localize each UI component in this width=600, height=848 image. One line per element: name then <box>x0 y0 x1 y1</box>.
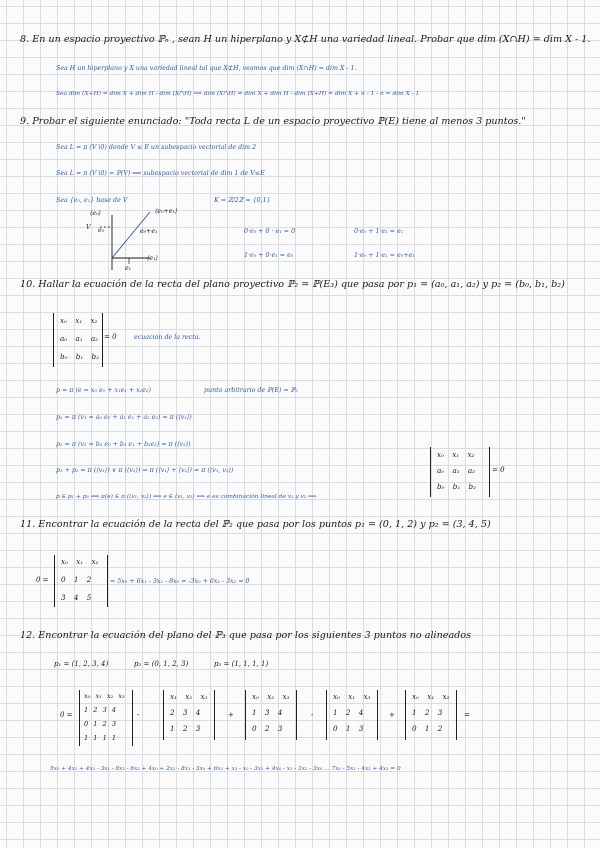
p10-line-2: p₁ = π (v₁ = a₀ e₀ + a₁ e₁ + a₂ e₂) = π (⟨v₁⟩) <box>56 414 192 421</box>
p10-line-5: p ∈ p₁ + p₂ ⟺ π(e) ∈ π (⟨v₁, v₂⟩) ⟺ e ∈ ⟨v₁, v₂⟩ ⟺ e es combinación lineal de v₁ y v₂ ⟺ <box>56 494 317 500</box>
matrix-row: 0 1 2 <box>61 575 92 584</box>
problem-10-title: 10. Hallar la ecuación de la recta del plano proyectivo ℙ₂ = ℙ(E₃) que pasa por p₁ = (a₀, a₁, a₂) y p₂ = (b₀, b₁, b₂) <box>20 279 565 290</box>
matrix-row: x₀ x₂ x₃ <box>252 692 290 701</box>
matrix-row: 0 1 2 3 <box>84 720 117 728</box>
p11-lead: 0 = <box>36 576 49 584</box>
p12-op-3: - <box>311 711 314 719</box>
problem-11-title: 11. Encontrar la ecuación de la recta del ℙ₂ que pasa por los puntos p₁ = (0, 1, 2) y p₂ = (3, 4, 5) <box>20 519 491 530</box>
p10-line-4: p₁ + p₂ = π (⟨v₁⟩) ∨ π (⟨v₂⟩) = π (⟨v₁⟩ + ⟨v₂⟩) = π (⟨v₁, v₂⟩) <box>56 467 234 474</box>
matrix-row: 3 4 5 <box>61 593 92 602</box>
matrix-row: b₀ b₁ b₂ <box>437 482 477 491</box>
problem-8-title: 8. En un espacio proyectivo ℙₙ , sean H un hiperplano y X⊄H una variedad lineal. Probar que dim (X∩H) = dim X - 1. <box>20 34 591 45</box>
problem-8-line-1: Sea H un hiperplano y X una variedad lineal tal que X⊄H, veamos que dim (X∩H) = dim X - 1. <box>56 65 357 72</box>
p12-point-1: p₁ = (1, 2, 3, 4) <box>54 660 109 668</box>
matrix-row: 2 3 4 <box>170 708 201 717</box>
matrix-row: x₀ x₁ x₂ x₃ <box>84 692 125 700</box>
matrix-row: x₀ x₁ x₃ <box>333 692 371 701</box>
matrix-row: x₀ x₁ x₂ <box>437 450 475 459</box>
combo-3: 1·e₀ + 0·e₁ = e₀ <box>244 252 294 259</box>
problem-8-line-2: Sea dim (X+H) = dim X + dim H - dim (X∩H) ⟹ dim (X∩H) = dim X + dim H - dim (X+H) = dim X + n - 1 - n = dim X - 1 <box>56 91 420 97</box>
p12-op-2: + <box>228 711 234 719</box>
matrix-row: x₀ x₁ x₂ <box>412 692 450 701</box>
p12-final-equation: 5x₀ + 4x₂ + 4x₃ - 3x₁ - 8x₂ - 6x₃ + 4x₀ + 2x₂ - 8x₃ - 3x₀ + 6x₁ + x₃ - x₀ - 3x₁ + 4x₀ - x₁ - 3x₂ - 3x₀ ... 7x₀ - 5x₁ - 4x₂ + 4x₃ = 0 <box>50 766 401 772</box>
matrix-row: 1 2 3 <box>412 708 443 717</box>
p12-op-4: + <box>389 711 395 719</box>
problem-9-line-1: Sea L = π (V∖0) donde V ≤ E un subespacio vectorial de dim 2 <box>56 144 257 151</box>
fig-sum-label: e₀+e₁ <box>140 228 158 235</box>
p12-point-2: p₂ = (0, 1, 2, 3) <box>134 660 189 668</box>
p12-op-5: = <box>464 711 470 719</box>
matrix-p12-m3 <box>326 690 378 740</box>
p12-lead: 0 = <box>60 711 73 719</box>
matrix-p12-m4 <box>405 690 457 740</box>
combo-4: 1·e₀ + 1·e₁ = e₀+e₁ <box>354 252 415 259</box>
problem-9-title: 9. Probar el siguiente enunciado: "Toda recta L de un espacio proyectivo ℙ(E) tiene al menos 3 puntos." <box>20 116 526 127</box>
matrix-row: 0 2 3 <box>252 724 283 733</box>
fig-e0-tick: e₀ <box>98 227 105 234</box>
problem-9-line-3: Sea {e₀, e₁} base de V <box>56 197 128 204</box>
matrix-row: 1 2 4 <box>333 708 364 717</box>
matrix-p10-note: ecuación de la recta. <box>134 334 201 341</box>
matrix-row: b₀ b₁ b₂ <box>60 352 100 361</box>
matrix-row: x₁ x₂ x₃ <box>170 692 208 701</box>
matrix-p11 <box>54 555 108 607</box>
fig-label-v: V <box>86 224 91 231</box>
problem-9-field: K = ℤ/2ℤ = {0,1} <box>214 197 271 204</box>
fig-e1-span: ⟨e₁⟩ <box>147 255 158 262</box>
matrix-row: 1 2 3 4 <box>84 706 117 714</box>
matrix-p12-big <box>79 690 133 746</box>
matrix-row: a₀ a₁ a₂ <box>60 334 99 343</box>
matrix-row: 0 1 3 <box>333 724 364 733</box>
p10-line-1: p = π (e = x₀ e₀ + x₁e₁ + x₂e₂) <box>56 387 151 394</box>
matrix-row: x₀ x₁ x₂ <box>61 557 99 566</box>
matrix-row: 1 1 1 1 <box>84 734 117 742</box>
p12-op-1: - <box>137 711 140 719</box>
matrix-row: 1 2 3 <box>170 724 201 733</box>
fig-e0-span: ⟨e₀⟩ <box>90 210 101 217</box>
combo-2: 0·e₀ + 1·e₁ = e₁ <box>354 228 404 235</box>
fig-top-label: ⟨e₀+e₁⟩ <box>155 208 178 215</box>
matrix-p10 <box>53 313 103 367</box>
problem-9-line-2: Sea L = π (V∖0) = ℙ(V) ⟹ subespacio vectorial de dim 1 de V≤E <box>56 170 265 177</box>
matrix-p10-eq: = 0 <box>104 333 117 341</box>
problem-12-title: 12. Encontrar la ecuación del plano del ℙ₃ que pasa por los siguientes 3 puntos no alineados <box>20 630 472 641</box>
matrix-row: x₀ x₁ x₂ <box>60 316 98 325</box>
p10-line-3: p₂ = π (v₂ = b₀ e₀ + b₁ e₁ + b₂e₂) = π (⟨v₂⟩) <box>56 441 191 448</box>
matrix-p10-side-eq: = 0 <box>492 466 505 474</box>
matrix-row: a₀ a₁ a₂ <box>437 466 476 475</box>
combo-1: 0·e₀ + 0 · e₁ = 0 <box>244 228 296 235</box>
matrix-p10-side <box>430 447 490 497</box>
fig-e1-tick: e₁ <box>125 265 132 272</box>
p11-equation: = 5x₀ + 6x₁ - 3x₂ - 8x₀ = -3x₀ + 6x₁ - 3x₂ = 0 <box>110 578 250 585</box>
matrix-row: 1 3 4 <box>252 708 283 717</box>
p12-point-3: p₃ = (1, 1, 1, 1) <box>214 660 269 668</box>
p10-line-1b: punto arbitrario de ℙ(E) = ℙ₂ <box>204 387 298 394</box>
matrix-p12-m1 <box>163 690 215 740</box>
matrix-row: 0 1 2 <box>412 724 443 733</box>
matrix-p12-m2 <box>245 690 297 740</box>
